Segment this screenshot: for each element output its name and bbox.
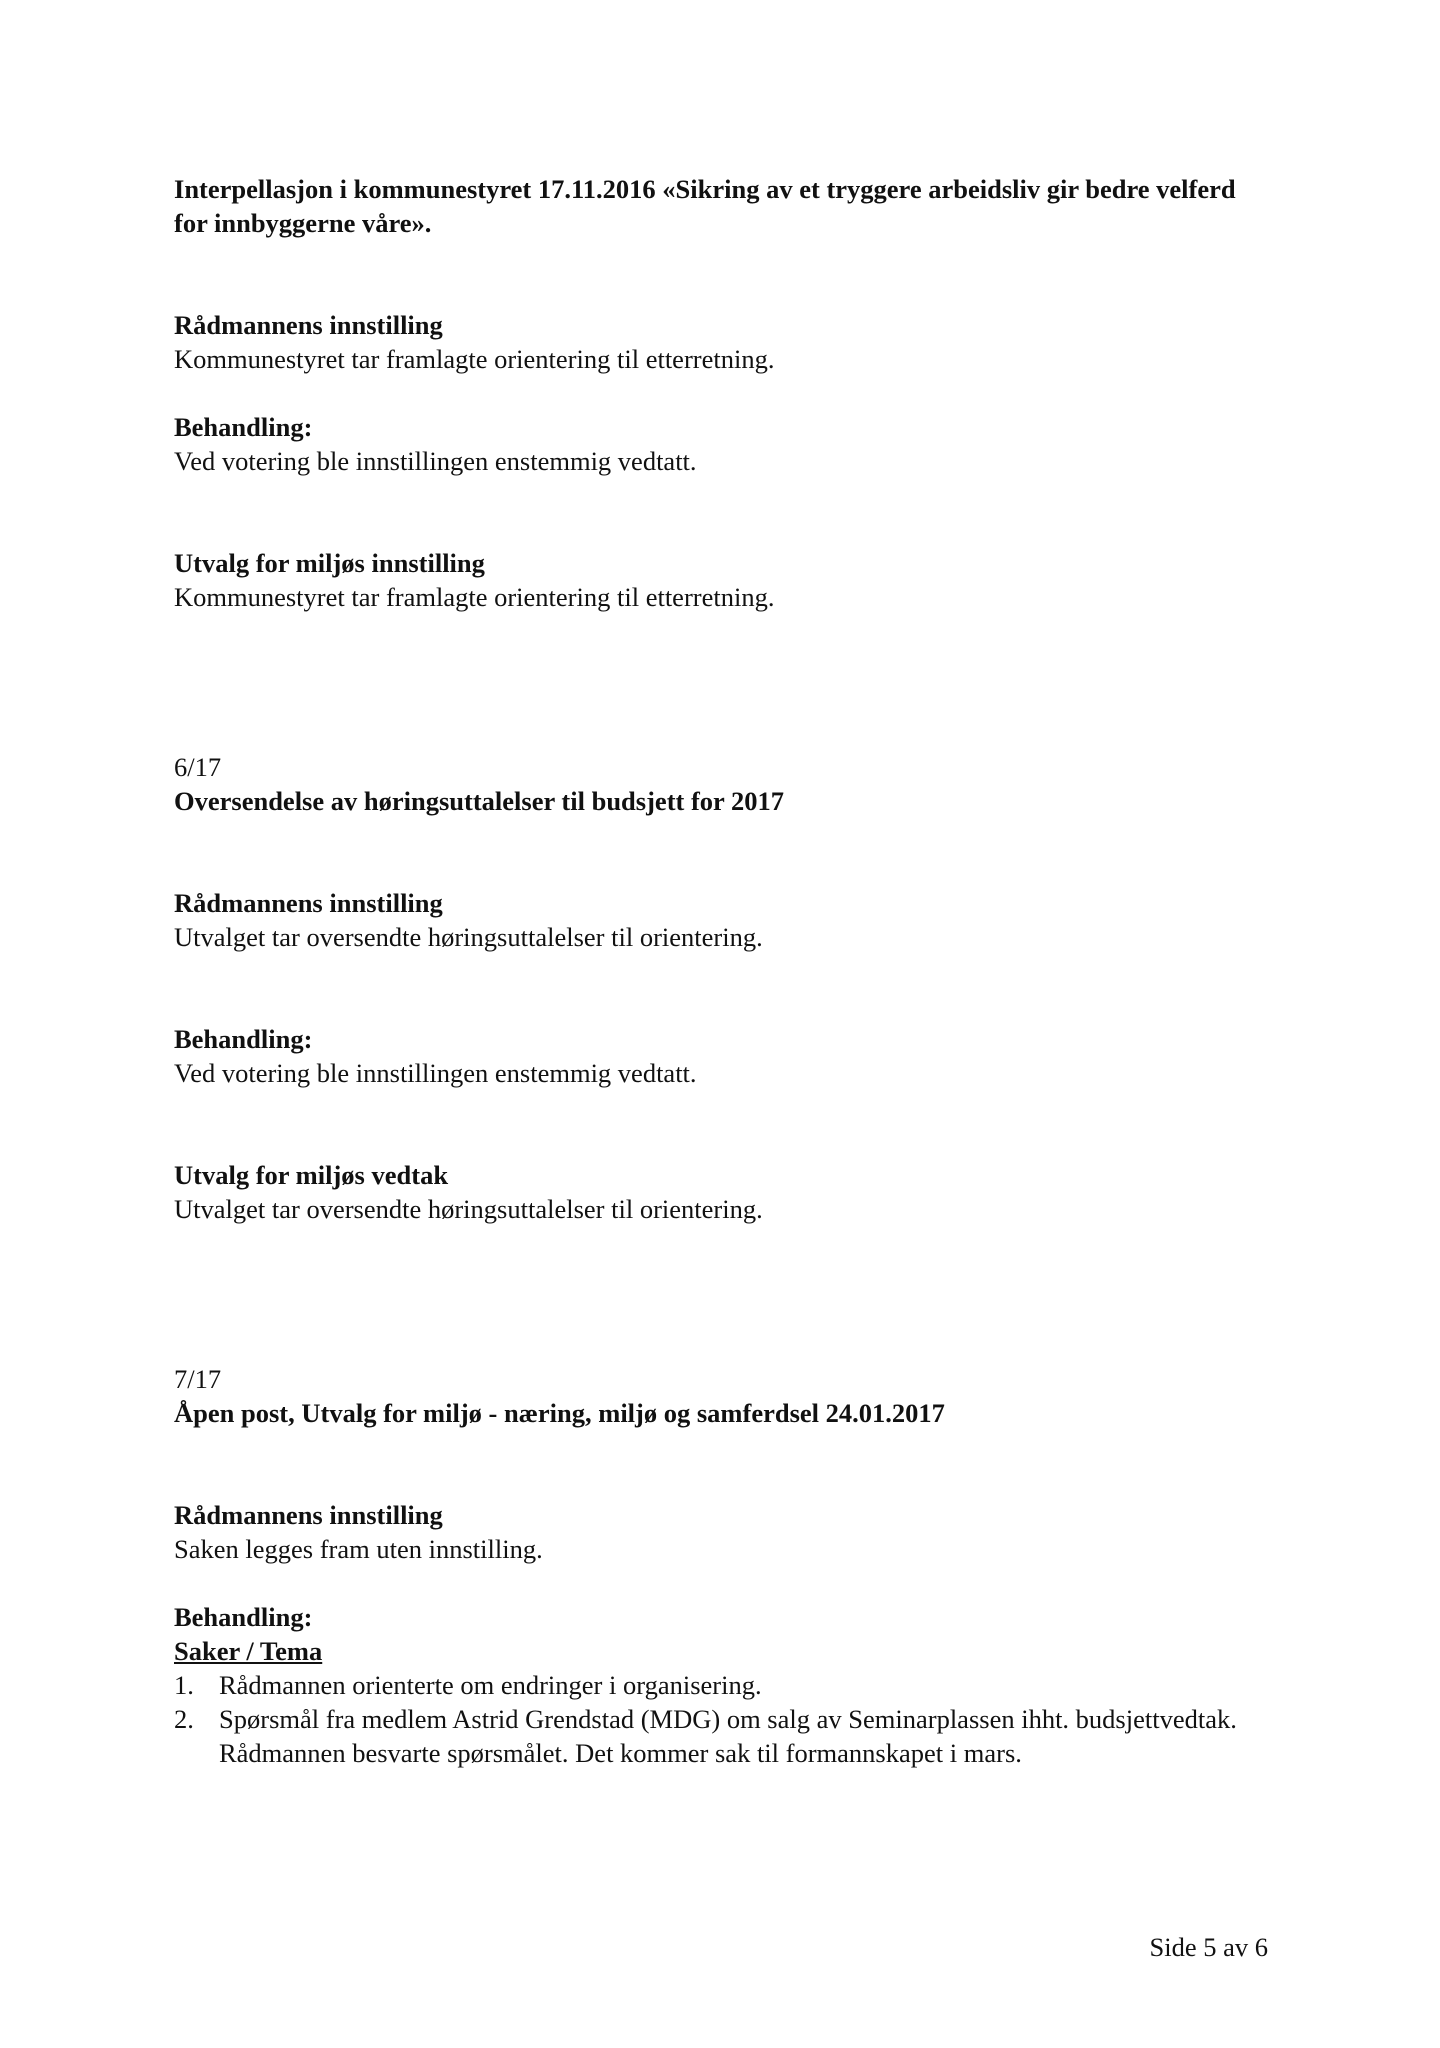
list-item xyxy=(174,1668,1274,1702)
section-2-radmann-heading: Rådmannens innstilling xyxy=(174,888,443,918)
section-2-case-number: 6/17 xyxy=(174,752,222,782)
list-item xyxy=(174,1702,1274,1770)
section-1-radmann-text: Kommunestyret tar framlagte orientering til etterretning. xyxy=(174,344,775,374)
spacer xyxy=(174,1430,1274,1498)
section-3-subheading: Saker / Tema xyxy=(174,1636,323,1666)
list-item-number: 1. xyxy=(174,1670,194,1700)
section-1-radmann-heading: Rådmannens innstilling xyxy=(174,310,443,340)
section-1-title: Interpellasjon i kommunestyret 17.11.2016 «Sikring av et tryggere arbeidsliv gir bedre velferd for innbyggerne våre». xyxy=(174,174,1236,238)
spacer xyxy=(174,954,1274,1022)
section-1-decision-heading: Utvalg for miljøs innstilling xyxy=(174,548,485,578)
section-2-title: Oversendelse av høringsuttalelser til budsjett for 2017 xyxy=(174,786,784,816)
spacer xyxy=(174,478,1274,546)
section-3-behandling-heading: Behandling: xyxy=(174,1602,313,1632)
section-3-case-number: 7/17 xyxy=(174,1364,222,1394)
section-1-decision-text: Kommunestyret tar framlagte orientering til etterretning. xyxy=(174,582,775,612)
spacer xyxy=(174,1090,1274,1158)
section-3-radmann-heading: Rådmannens innstilling xyxy=(174,1500,443,1530)
list-item-text: Spørsmål fra medlem Astrid Grendstad (MDG) om salg av Seminarplassen ihht. budsjettvedtak. Rådmannen besvarte spørsmålet. Det kommer sak til formannskapet i mars. xyxy=(219,1704,1237,1768)
section-1-behandling-heading: Behandling: xyxy=(174,412,313,442)
section-3-radmann-text: Saken legges fram uten innstilling. xyxy=(174,1534,543,1564)
section-2-decision-text: Utvalget tar oversendte høringsuttalelser til orientering. xyxy=(174,1194,763,1224)
section-2-radmann-text: Utvalget tar oversendte høringsuttalelser til orientering. xyxy=(174,922,763,952)
spacer xyxy=(174,1566,1274,1600)
section-1-behandling-text: Ved votering ble innstillingen enstemmig vedtatt. xyxy=(174,446,697,476)
section-3-item-list xyxy=(174,1668,1274,1770)
section-3-title: Åpen post, Utvalg for miljø - næring, miljø og samferdsel 24.01.2017 xyxy=(174,1398,945,1428)
document-content xyxy=(174,172,1274,1770)
section-2-behandling-text: Ved votering ble innstillingen enstemmig vedtatt. xyxy=(174,1058,697,1088)
spacer xyxy=(174,240,1274,308)
section-2-decision-heading: Utvalg for miljøs vedtak xyxy=(174,1160,449,1190)
spacer xyxy=(174,1226,1274,1362)
spacer xyxy=(174,614,1274,750)
list-item-number: 2. xyxy=(174,1704,194,1734)
spacer xyxy=(174,376,1274,410)
list-item-text: Rådmannen orienterte om endringer i organisering. xyxy=(219,1670,762,1700)
spacer xyxy=(174,818,1274,886)
section-2-behandling-heading: Behandling: xyxy=(174,1024,313,1054)
page-number-footer: Side 5 av 6 xyxy=(1149,1932,1268,1962)
